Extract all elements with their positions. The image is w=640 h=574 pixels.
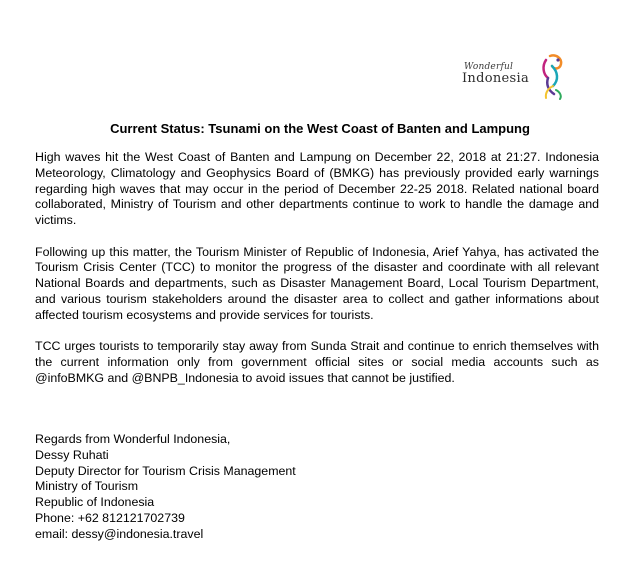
logo-indonesia-text: Indonesia: [462, 71, 530, 86]
signature-country: Republic of Indonesia: [35, 495, 155, 510]
paragraph-intro: High waves hit the West Coast of Banten and Lampung on December 22, 2018 at 21:27. Indonesia Meteorology, Climatology and Geophysics Board of (BMKG) has previously provided early warnings regarding high waves that may occur in the period of December 22-25 2018. Related national board collaborated, Ministry of Tourism and other departments continue to work to handle the damage and victims.: [35, 150, 599, 228]
wonderful-indonesia-logo: [460, 52, 570, 102]
signature-name: Dessy Ruhati: [35, 447, 109, 462]
signature-position: Deputy Director for Tourism Crisis Management: [35, 463, 296, 478]
paragraph-tcc-advice: TCC urges tourists to temporarily stay away from Sunda Strait and continue to enrich themselves with the current information only from government official sites or social media accounts such as @infoBMKG and @BNPB_Indonesia to avoid issues that cannot be justified.: [35, 339, 599, 385]
signature-greeting: Regards from Wonderful Indonesia,: [35, 432, 231, 446]
garuda-bird-icon: [534, 52, 568, 100]
signature-phone: Phone: +62 812121702739: [35, 510, 185, 525]
page-title: Current Status: Tsunami on the West Coast of Banten and Lampung: [110, 121, 530, 136]
body-content: [35, 150, 599, 402]
signature-ministry: Ministry of Tourism: [35, 479, 139, 494]
signature-block: [35, 432, 296, 543]
paragraph-tcc-activation: Following up this matter, the Tourism Minister of Republic of Indonesia, Arief Yahya, has activated the Tourism Crisis Center (TCC) to monitor the progress of the disaster and coordinate with all relevant National Boards and departments, such as Disaster Management Board, Local Tourism Department, and various tourism stakeholders around the disaster area to collect and gather informations about affected tourism ecosystems and provide services for tourists.: [35, 244, 599, 322]
signature-email: email: dessy@indonesia.travel: [35, 526, 204, 541]
logo-wonderful-text: Wonderful: [464, 62, 514, 72]
